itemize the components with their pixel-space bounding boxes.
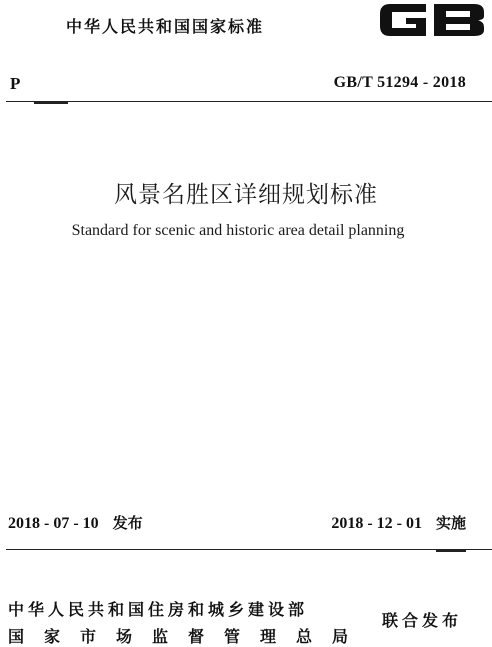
issue-date: 2018 - 07 - 10 (8, 515, 99, 532)
category-code: P (10, 74, 21, 93)
top-divider-accent (34, 102, 68, 104)
joint-publish-label: 联合发布 (382, 611, 463, 630)
implementation-label: 实施 (435, 514, 466, 532)
bottom-divider (6, 549, 492, 550)
implementation-date: 2018 - 12 - 01 (331, 515, 422, 532)
title-english: Standard for scenic and historic area detail planning (71, 222, 405, 239)
top-divider (6, 101, 492, 102)
title-chinese: 风景名胜区详细规划标准 (114, 182, 378, 208)
header-title: 中华人民共和国国家标准 (65, 17, 264, 36)
publisher-line-2: 国家市场监督管理总局 (8, 627, 369, 646)
implementation-block (331, 512, 466, 533)
issue-block (8, 512, 143, 533)
gb-logo-icon (376, 0, 488, 38)
standard-number: GB/T 51294 - 2018 (333, 74, 466, 91)
publisher-line-1: 中华人民共和国住房和城乡建设部 (8, 600, 309, 619)
bottom-divider-accent (436, 550, 466, 552)
issue-label: 发布 (112, 514, 143, 532)
